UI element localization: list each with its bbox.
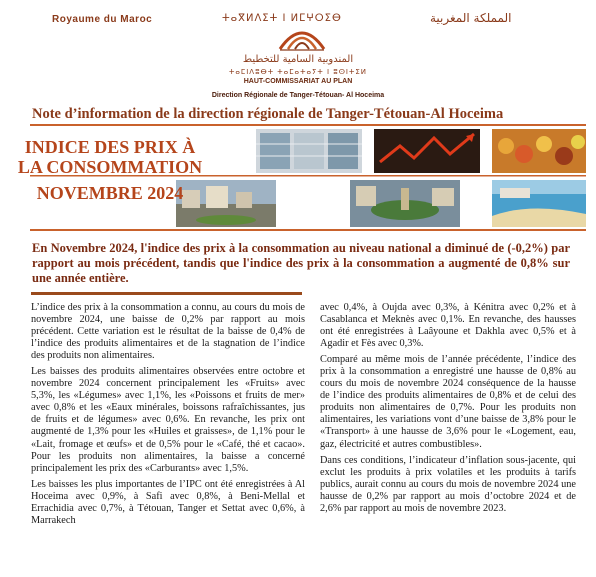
- paragraph: L’indice des prix à la consommation a connu, au cours du mois de novembre 2024, une baisse de 0,2% par rapport au mois précédent. Cette variation est le résultat de la baisse de 0,4% de l’indice des produits alimentaires et de la stagnation de l’indice des produits non alimentaires.: [31, 302, 305, 362]
- fruits-stall-photo: [492, 129, 586, 173]
- paragraph: avec 0,4%, à Oujda avec 0,3%, à Kénitra avec 0,2% et à Casablanca et Meknès avec 0,1%. En revanche, des hausses ont été enregistrées à Laâyoune et Dakhla avec 0,5% et à Agadir et Fès avec 0,3%.: [320, 302, 576, 350]
- note-title: Note d’information de la direction régionale de Tanger-Tétouan-Al Hoceima: [32, 106, 504, 122]
- report-title: INDICE DES PRIX À LA CONSOMMATION: [17, 137, 203, 177]
- section-divider: [31, 292, 302, 295]
- header-kingdom-tifinagh: ⵜⴰⴳⵍⴷⵉⵜ ⵏ ⵍⵎⵖⵔⵉⴱ: [222, 13, 342, 24]
- supermarket-shelves-photo: [256, 129, 362, 173]
- price-chart-arrow-photo: [374, 129, 480, 173]
- beach-coast-photo: [492, 180, 586, 227]
- paragraph: Les baisses les plus importantes de l’IPC ont été enregistrées à Al Hoceima avec 0,9%, à Safi avec 0,8%, à Beni-Mellal et Errachidia avec 0,7%, à Tétouan, Tanger et Settat avec 0,6%, à Marrakech: [31, 478, 305, 526]
- body-column-right: [320, 302, 576, 519]
- header-kingdom-ar: المملكة المغربية: [430, 11, 512, 25]
- roundabout-photo: [350, 180, 460, 227]
- paragraph: Les baisses des produits alimentaires observées entre octobre et novembre 2024 concernent principalement les «Fruits» avec 5,3%, les «Légumes» avec 1,1%, les «Poissons et fruits de mer» avec 0,8% et les «Eaux minérales, boissons rafraîchissantes, jus de fruits et de légumes» avec 0,6%. En revanche, les prix ont augmenté de 1,3% pour les «Huiles et graisses», de 1,1% pour le «Lait, fromage et œufs» et de 0,5% pour le «Café, thé et cacao». Pour les produits non alimentaires, la baisse a concerné principalement les prix des «Carburants» avec 1,5%.: [31, 366, 305, 474]
- org-name-tifinagh: ⵜⴰⵎⵏⴷⵓⴱⵜ ⵜⴰⵎⴰⵜⴰⵢⵜ ⵏ ⵓⵙⵏⵜⵉⵍ: [228, 68, 368, 76]
- org-name-fr: HAUT-COMMISSARIAT AU PLAN: [243, 78, 353, 85]
- report-period: NOVEMBRE 2024: [36, 183, 184, 203]
- header-kingdom-fr: Royaume du Maroc: [52, 14, 153, 25]
- paragraph: Comparé au même mois de l’année précédente, l’indice des prix à la consommation a enregistré une hausse de 0,8% au cours du mois de novembre 2024 conséquence de la hausse de l’indice des produits alimentaires de 0,8% et de celui des produits non alimentaires de 0,7%. Pour les produits non alimentaires, les variations vont d’une baisse de 3,8% pour le «Transport» à une hausse de 3,6% pour le «Logement, eau, gaz, électricité et autres combustibles».: [320, 354, 576, 450]
- hcp-logo-icon: [276, 23, 328, 53]
- body-column-left: [31, 302, 305, 531]
- paragraph: Dans ces conditions, l’indicateur d’inflation sous-jacente, qui exclut les produits à prix volatiles et les produits à tarifs publics, aurait connu au cours du mois de novembre 2024 une hausse de 0,2% par rapport au mois d’octobre 2024 et de 2,6% par rapport au mois de novembre 2023.: [320, 454, 576, 514]
- intro-summary: En Novembre 2024, l'indice des prix à la consommation au niveau national a diminué de (-0,2%) par rapport au mois précédent, tandis que l'indice des prix à la consommation a augmenté de 0,8% sur une année entière.: [32, 241, 570, 285]
- org-name-ar: المندوبية السامية للتخطيط: [242, 54, 354, 65]
- org-direction: Direction Régionale de Tanger-Tétouan- Al Hoceima: [211, 92, 385, 99]
